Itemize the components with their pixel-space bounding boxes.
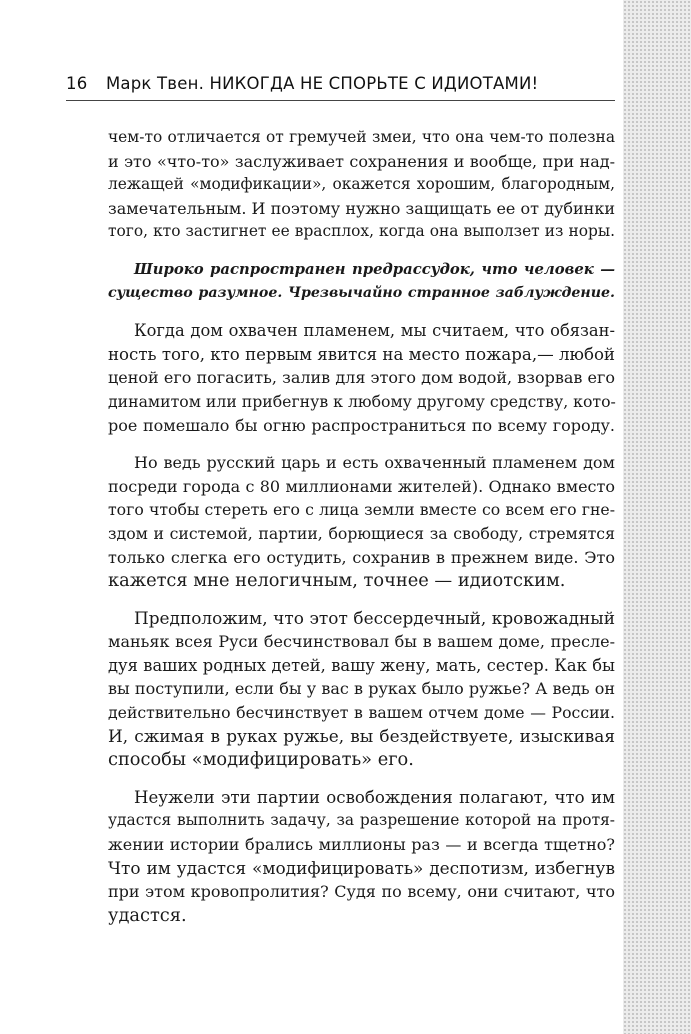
text-line: кажется мне нелогичным, точнее — идиотским. bbox=[108, 570, 566, 592]
text-line: рое помешало бы огню распространиться по всему городу. bbox=[108, 415, 615, 435]
text-line: способы «модифицировать» его. bbox=[108, 749, 414, 771]
text-line: Что им удастся «модифицировать» деспотизм, избегнув bbox=[108, 857, 615, 878]
text-line: того, кто застигнет ее врасплох, когда она выползет из норы. bbox=[108, 222, 615, 241]
text-line: и это «что-то» заслуживает сохранения и вообще, при над- bbox=[108, 151, 615, 171]
paragraph bbox=[108, 607, 615, 772]
text-line: ность того, кто первым явится на место пожара,— любой bbox=[108, 344, 615, 364]
paragraph bbox=[108, 319, 615, 437]
text-line: Предположим, что этот бессердечный, кровожадный bbox=[134, 607, 615, 628]
emphasized-paragraph bbox=[108, 258, 615, 305]
text-line: чем-то отличается от гремучей змеи, что она чем-то полезна bbox=[108, 128, 615, 146]
paragraph bbox=[108, 451, 615, 593]
text-line: действительно бесчинствует в вашем отчем доме — России. bbox=[108, 703, 615, 723]
text-line: Широко распространен предрассудок, что человек — bbox=[134, 260, 615, 278]
running-title: Марк Твен. НИКОГДА НЕ СПОРЬТЕ С ИДИОТАМИ! bbox=[106, 74, 539, 93]
text-line: посреди города с 80 миллионами жителей). Однако вместо bbox=[108, 476, 615, 496]
text-line: лежащей «модификации», окажется хорошим, благородным, bbox=[108, 175, 615, 194]
text-line: Когда дом охвачен пламенем, мы считаем, что обязан- bbox=[134, 321, 615, 341]
page-number: 16 bbox=[66, 74, 88, 93]
text-line: дуя ваших родных детей, вашу жену, мать, сестер. Как бы bbox=[108, 655, 615, 675]
paragraph bbox=[108, 126, 615, 244]
text-line: удастся выполнить задачу, за разрешение которой на протя- bbox=[108, 811, 615, 830]
page-body bbox=[108, 126, 615, 941]
text-line: того чтобы стереть его с лица земли вместе со всем его гне- bbox=[108, 500, 615, 520]
text-line: Неужели эти партии освобождения полагают, что им bbox=[134, 787, 615, 807]
text-line: удастся. bbox=[108, 904, 187, 926]
text-line: жении истории брались миллионы раз — и всегда тщетно? bbox=[108, 835, 615, 855]
text-line: И, сжимая в руках ружье, вы бездействуете, изыскивая bbox=[108, 725, 615, 746]
text-line: замечательным. И поэтому нужно защищать ее от дубинки bbox=[108, 198, 615, 218]
text-line: вы поступили, если бы у вас в руках было ружье? А ведь он bbox=[108, 679, 615, 699]
text-line: маньяк всея Руси бесчинствовал бы в вашем доме, пресле- bbox=[108, 632, 615, 652]
text-line: при этом кровопролития? Судя по всему, они считают, что bbox=[108, 882, 615, 902]
text-line: существо разумное. Чрезвычайно странное заблуждение. bbox=[108, 284, 615, 301]
paragraph bbox=[108, 786, 615, 928]
text-line: только слегка его остудить, сохранив в прежнем виде. Это bbox=[108, 547, 615, 567]
page-edge-halftone bbox=[623, 0, 691, 1034]
text-line: ценой его погасить, залив для этого дом водой, взорвав его bbox=[108, 368, 615, 388]
text-line: здом и системой, партии, борющиеся за свободу, стремятся bbox=[108, 523, 615, 543]
text-line: Но ведь русский царь и есть охваченный пламенем дом bbox=[134, 453, 615, 473]
text-line: динамитом или прибегнув к любому другому средству, кото- bbox=[108, 391, 616, 411]
running-header bbox=[66, 74, 615, 101]
